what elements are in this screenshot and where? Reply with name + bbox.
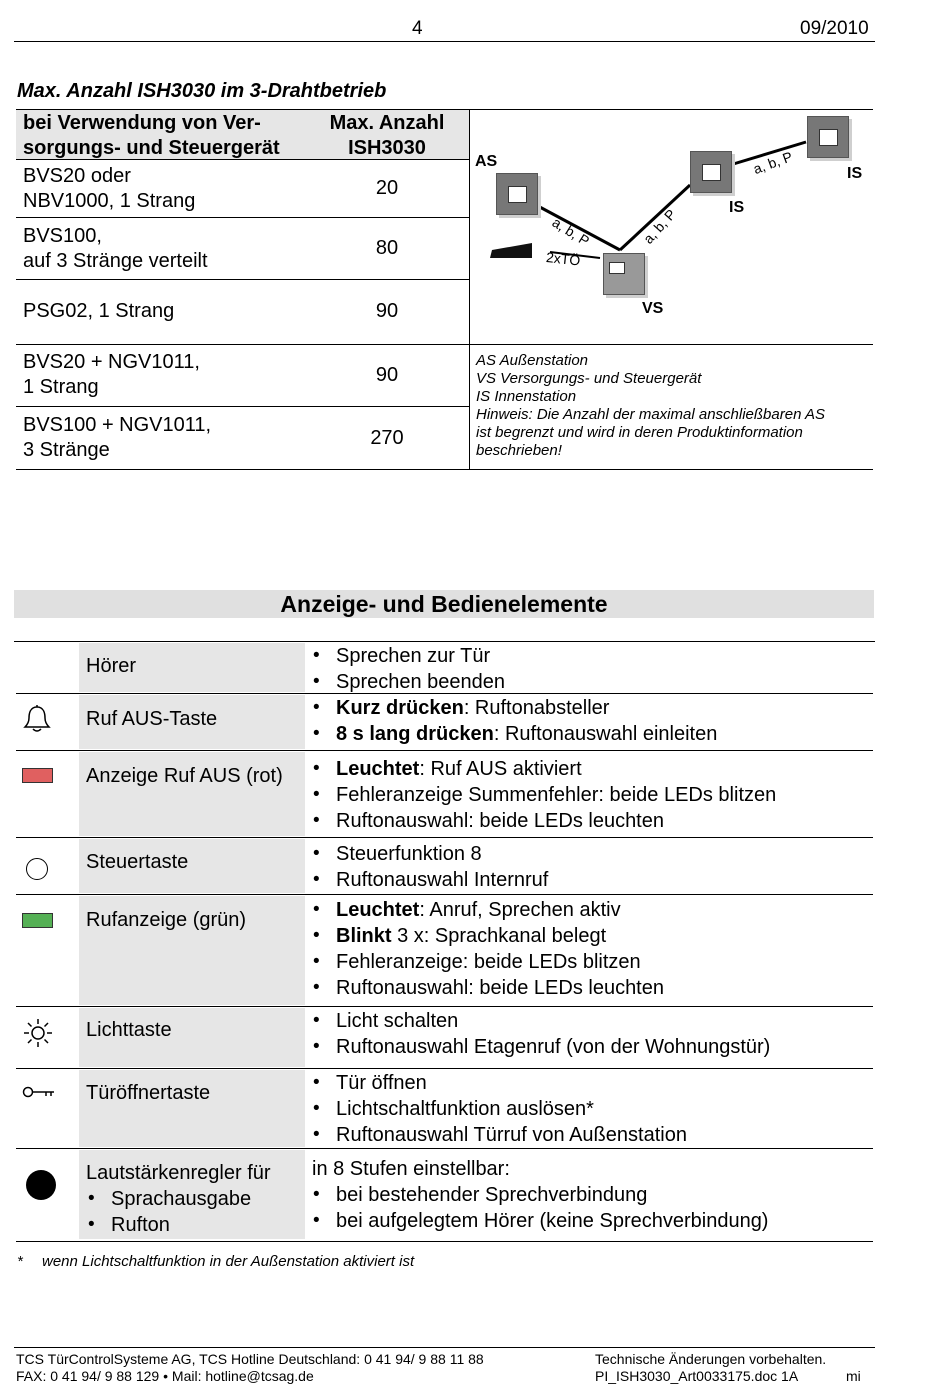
control-label: Rufanzeige (grün): [86, 909, 247, 931]
control-description: • Steuerfunktion 8 • Ruftonauswahl Internruf: [311, 841, 548, 893]
footer-initials: mi: [846, 1368, 861, 1384]
page-number: 4: [412, 18, 423, 39]
control-label: Anzeige Ruf AUS (rot): [86, 765, 283, 787]
section-title-max-count: Max. Anzahl ISH3030 im 3-Drahtbetrieb: [17, 80, 387, 102]
bell-icon: [22, 704, 52, 734]
header-rule: [14, 41, 875, 42]
indoor-station-icon: [690, 151, 732, 193]
outdoor-station-icon: [496, 173, 538, 215]
green-led-icon: [22, 913, 53, 928]
row-label: BVS100 + NGV1011, 3 Stränge: [23, 414, 212, 461]
row-value: 90: [375, 364, 399, 386]
control-description: • Leuchtet: Anruf, Sprechen aktiv • Blinkt 3 x: Sprachkanal belegt • Fehleranzeige: beide LEDs blitzen • Ruftonauswahl: beide LEDs leuchten: [311, 897, 664, 1001]
control-description: • Tür öffnen • Lichtschaltfunktion auslösen* • Ruftonauswahl Türruf von Außenstation: [311, 1070, 687, 1148]
footnote: wenn Lichtschaltfunktion in der Außenstation aktiviert ist: [42, 1253, 415, 1270]
wire-label-3: a, b, P: [751, 148, 795, 178]
diagram-legend: AS Außenstation VS Versorgungs- und Steuergerät IS Innenstation Hinweis: Die Anzahl der maximal anschließbaren AS ist begrenzt und wird in deren Produktinformation beschrieben!: [476, 352, 826, 459]
label-as: AS: [475, 153, 498, 170]
row-label: BVS20 + NGV1011, 1 Strang: [23, 351, 200, 398]
control-description: • bei bestehender Sprechverbindung • bei aufgelegtem Hörer (keine Sprechverbindung): [311, 1182, 768, 1234]
control-intro: in 8 Stufen einstellbar:: [312, 1158, 510, 1180]
control-label: Lautstärkenregler für • Sprachausgabe • Rufton: [86, 1161, 271, 1238]
control-description: • Licht schalten • Ruftonauswahl Etagenruf (von der Wohnungstür): [311, 1008, 770, 1060]
section-title-controls: Anzeige- und Bedienelemente: [14, 590, 874, 618]
indoor-station-icon: [807, 116, 849, 158]
label-is-2: IS: [847, 165, 863, 182]
col-header-max: Max. Anzahl ISH3030: [329, 112, 445, 159]
light-icon: [22, 1017, 54, 1049]
control-label: Lichttaste: [86, 1019, 172, 1041]
document-date: 09/2010: [800, 18, 869, 39]
footer-rule: [14, 1347, 875, 1348]
door-opener-icon: [490, 243, 532, 258]
control-description: • Kurz drücken: Ruftonabsteller • 8 s lang drücken: Ruftonauswahl einleiten: [311, 695, 717, 747]
row-value: 90: [375, 300, 399, 322]
circle-icon: [26, 858, 48, 880]
wire-label-2: a, b, P: [640, 205, 679, 247]
volume-knob-icon: [26, 1170, 56, 1200]
row-value: 80: [375, 237, 399, 259]
footnote-mark: *: [17, 1253, 23, 1270]
footer-company: TCS TürControlSysteme AG, TCS Hotline Deutschland: 0 41 94/ 9 88 11 88: [16, 1351, 484, 1367]
wire-label-1: a, b, P: [549, 214, 593, 250]
row-value: 20: [375, 177, 399, 199]
footer-disclaimer: Technische Änderungen vorbehalten.: [595, 1351, 827, 1367]
col-header-device: bei Verwendung von Ver- sorgungs- und Steuergerät: [23, 112, 280, 159]
label-vs: VS: [642, 300, 664, 317]
control-unit-icon: [603, 253, 645, 295]
key-icon: [22, 1084, 56, 1100]
control-description: • Leuchtet: Ruf AUS aktiviert • Fehleranzeige Summenfehler: beide LEDs blitzen • Ruftonauswahl: beide LEDs leuchten: [311, 756, 776, 834]
control-label: Steuertaste: [86, 851, 189, 873]
red-led-icon: [22, 768, 53, 783]
footer-contact: FAX: 0 41 94/ 9 88 129 • Mail: hotline@tcsag.de: [16, 1368, 314, 1384]
row-value: 270: [370, 427, 404, 449]
control-label: Ruf AUS-Taste: [86, 708, 218, 730]
row-label: BVS20 oder NBV1000, 1 Strang: [23, 165, 196, 212]
control-label: Hörer: [86, 655, 137, 677]
row-label: BVS100, auf 3 Stränge verteilt: [23, 225, 208, 272]
label-is-1: IS: [729, 199, 745, 216]
control-label: Türöffnertaste: [86, 1082, 211, 1104]
control-description: • Sprechen zur Tür • Sprechen beenden: [311, 643, 505, 695]
row-label: PSG02, 1 Strang: [23, 300, 175, 322]
door-label: 2xTÖ: [545, 249, 582, 269]
footer-docid: PI_ISH3030_Art0033175.doc 1A: [595, 1368, 799, 1384]
